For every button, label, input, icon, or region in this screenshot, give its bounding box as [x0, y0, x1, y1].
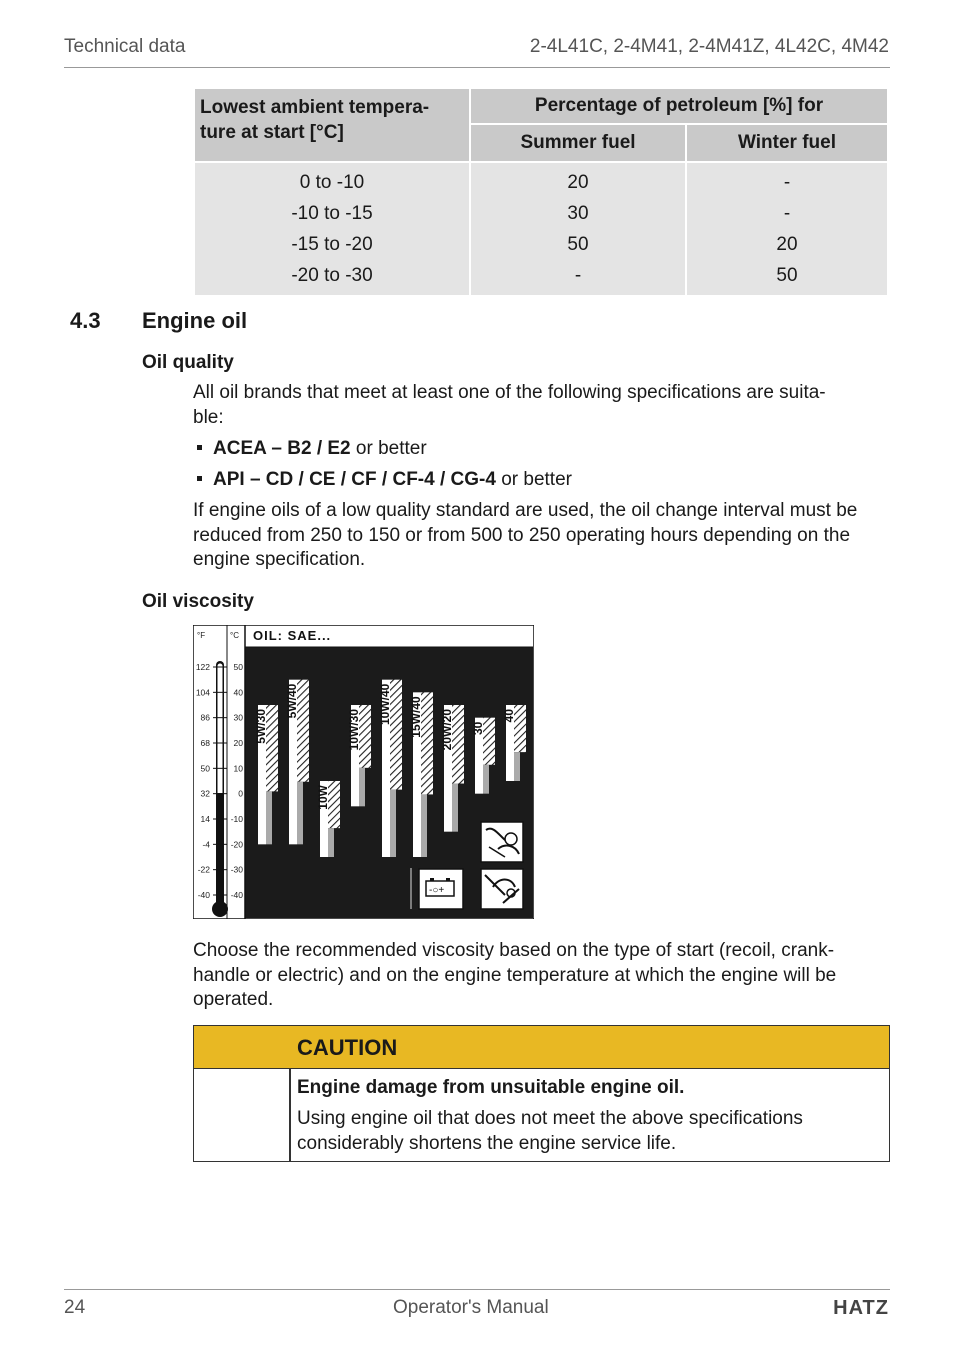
- tick-label-f: 50: [200, 763, 210, 774]
- unit-f-label: °F: [197, 631, 206, 640]
- table-cell-temp: -20 to -30: [195, 260, 469, 295]
- viscosity-instructions: Choose the recommended viscosity based on the type of start (recoil, crank- handle or electric) and on the engine temperature at which the engine will be operated.: [193, 940, 837, 1010]
- tick-label-f: 32: [200, 788, 210, 799]
- running-header-models: 2-4L41C, 2-4M41, 2-4M41Z, 4L42C, 4M42: [529, 36, 889, 57]
- tick-label-f: -22: [197, 864, 210, 875]
- tick-label-c: 10: [233, 763, 243, 774]
- table-cell-summer: 20: [471, 163, 685, 198]
- footer-rule: [64, 1289, 890, 1290]
- bar-label: 15W/40: [409, 696, 423, 738]
- bar-label: 40: [502, 709, 516, 723]
- section-title: Engine oil: [142, 308, 248, 333]
- tick-label-c: 50: [233, 662, 243, 672]
- oil-change-note: If engine oils of a low quality standard are used, the oil change interval must be reduced from 250 to 150 or from 500 to 250 operating hours depending on the engine specification.: [193, 500, 858, 570]
- bar-label: 5W/30: [254, 709, 268, 744]
- tick-label-f: 86: [200, 712, 210, 723]
- tick-label-c: 20: [233, 738, 243, 748]
- header-rule: [64, 67, 890, 68]
- tick-label-f: 14: [200, 814, 210, 824]
- table-cell-winter: 20: [687, 229, 887, 260]
- tick-label-f: 122: [195, 662, 210, 672]
- running-header-section: Technical data: [64, 36, 186, 57]
- chart-title: OIL: SAE...: [253, 628, 332, 643]
- bar-grey: [390, 790, 396, 857]
- caution-separator: [289, 1069, 291, 1161]
- spec-bullet-acea: [193, 438, 427, 460]
- tick-label-f: -40: [197, 890, 210, 900]
- brand-logo: HATZ: [833, 1297, 889, 1319]
- col-winter-header: Winter fuel: [687, 125, 887, 161]
- col-group-header: Percentage of petroleum [%] for: [471, 89, 887, 125]
- caution-label: CAUTION: [297, 1035, 398, 1060]
- table-cell-winter: -: [687, 163, 887, 198]
- bar-label: 20W/20: [440, 709, 454, 751]
- tick-label-c: 30: [233, 712, 243, 723]
- recoil-start-icon: [481, 822, 523, 862]
- tick-label-c: -10: [230, 814, 243, 824]
- section-number: 4.3: [70, 308, 101, 333]
- spec-bullet-api: [193, 469, 572, 491]
- bar-label: 10W/30: [347, 709, 361, 751]
- tick-label-c: 40: [233, 687, 243, 698]
- caution-header: [194, 1026, 889, 1069]
- fuel-mixture-table: [193, 89, 889, 295]
- tick-label-c: -40: [230, 890, 243, 900]
- bullet-marker: [197, 445, 202, 450]
- table-cell-winter: 50: [687, 260, 887, 295]
- battery-icon: [419, 869, 463, 909]
- bar-label: 5W/40: [285, 683, 299, 719]
- spec-bold: ACEA – B2 / E2: [213, 438, 351, 459]
- tick-label-f: 104: [195, 687, 210, 698]
- bar-grey: [483, 765, 489, 794]
- tick-label-c: -20: [230, 839, 243, 850]
- table-cell-summer: -: [471, 260, 685, 295]
- page-number: 24: [64, 1297, 86, 1318]
- table-cell-temp: -15 to -20: [195, 229, 469, 260]
- bar-grey: [359, 768, 365, 807]
- bar-grey: [297, 782, 303, 845]
- spec-rest: or better: [350, 438, 427, 459]
- table-cell-winter: -: [687, 198, 887, 229]
- bar-label: 30: [471, 721, 485, 736]
- oil-viscosity-heading: Oil viscosity: [142, 591, 254, 612]
- table-cell-summer: 50: [471, 229, 685, 260]
- bullet-marker: [197, 476, 202, 481]
- bar-grey: [514, 752, 520, 781]
- oil-quality-heading: Oil quality: [142, 352, 234, 373]
- table-cell-temp: -10 to -15: [195, 198, 469, 229]
- oil-viscosity-chart: [193, 625, 534, 919]
- svg-text:-○+: -○+: [429, 885, 445, 896]
- bar-grey: [266, 791, 272, 844]
- bar-label: 10W: [316, 785, 330, 810]
- spec-bold: API – CD / CE / CF / CF-4 / CG-4: [213, 469, 496, 490]
- table-cell-summer: 30: [471, 198, 685, 229]
- caution-box: [193, 1025, 890, 1162]
- bar-grey: [328, 828, 334, 857]
- col-temp-header-text: Lowest ambient tempera- ture at start [°C]: [200, 97, 430, 143]
- tick-label-f: -4: [202, 839, 210, 850]
- col-temp-header: [195, 89, 469, 161]
- bar-grey: [452, 784, 458, 832]
- spec-rest: or better: [495, 469, 572, 490]
- tick-label-f: 68: [200, 738, 210, 748]
- table-cell-temp: 0 to -10: [195, 163, 469, 198]
- caution-body: Using engine oil that does not meet the above specifications considerably shortens the engine service life.: [297, 1108, 803, 1154]
- tick-label-c: 0: [238, 788, 243, 799]
- col-summer-header: Summer fuel: [471, 125, 685, 161]
- oil-quality-intro: All oil brands that meet at least one of the following specifications are suita- ble:: [193, 382, 826, 428]
- caution-title: Engine damage from unsuitable engine oil.: [297, 1077, 685, 1098]
- bar-label: 10W/40: [378, 683, 392, 726]
- crank-handle-icon: [481, 869, 523, 909]
- bar-grey: [421, 794, 427, 857]
- document-title: Operator's Manual: [393, 1297, 549, 1318]
- unit-c-label: °C: [230, 631, 239, 640]
- tick-label-c: -30: [230, 864, 243, 875]
